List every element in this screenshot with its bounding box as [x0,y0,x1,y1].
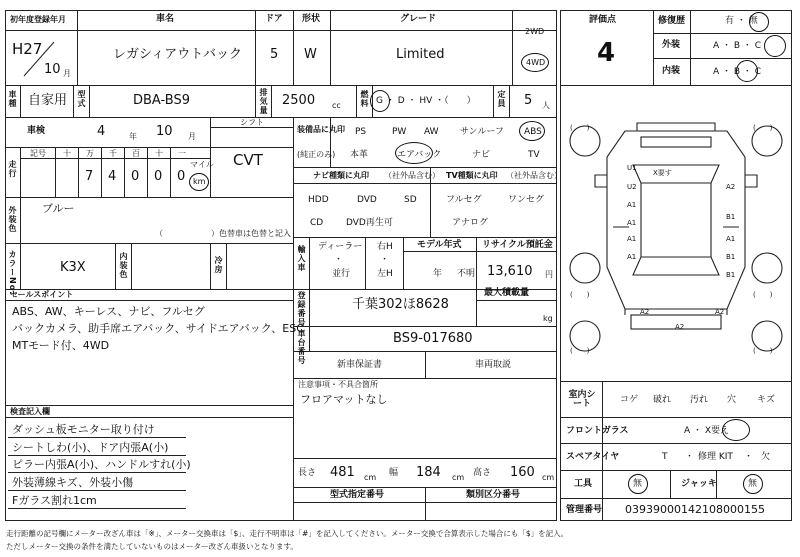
repair-options: 有 ・ 無 [725,16,758,26]
fuel-label: 燃料 [360,90,369,108]
inspection-month: 10 [156,124,173,139]
import-dot-1: ・ [334,255,344,265]
registration-label: 登録番号 [297,291,306,327]
footer-line-1: 走行距離の記号欄にメーター改ざん車は「※」、メーター交換車は「$」、走行不明車は「#」を記入してください。メーター交換で合算表示した場合にも「$」を記入。 [6,529,569,538]
navi-dvd-play: DVD再生可 [346,218,393,228]
mile-label: マイル [190,160,214,169]
seat-scratch: キズ [757,395,775,405]
exterior-c-circle [764,35,786,57]
sales-point-line-1: ABS、AW、キーレス、ナビ、フルセグ [12,305,205,318]
length-label: 長さ [298,468,317,478]
management-label: 管理番号 [566,505,603,515]
spare-dot-2: ・ [744,452,754,462]
color-label: 外装色 [8,206,17,233]
mileage-digit-2: 0 [131,169,140,184]
sales-point-label: セールスポイント [10,290,74,299]
new-car-guarantee: 新車保証書 [337,360,383,370]
mileage-unit-5: 一 [178,149,186,158]
equipment-sublabel: (純正のみ) [297,150,336,159]
model-label: 型式 [77,90,86,108]
windshield-label: フロントガラス [566,426,629,436]
bracket-3: ( ) [570,291,590,299]
height-label: 高さ [473,468,492,478]
import-rh: 右H [377,242,393,252]
displacement-value: 2500 [282,93,316,108]
mark-u1: U1 [627,164,637,172]
equip-pw: PW [392,127,407,137]
height-value: 160 [510,465,535,480]
width-value: 184 [416,465,441,480]
chassis-label: 車台番号 [297,329,306,365]
notes-label: 注意事項・不具合箇所 [298,380,378,389]
color-value: ブルー [42,202,75,215]
seat-tear: 破れ [653,395,672,405]
capacity-label: 定員 [497,90,506,108]
inspection-year: 4 [97,124,106,139]
bracket-4: ( ) [753,291,773,299]
mileage-digit-0: 7 [85,169,94,184]
model-year-unknown: 不明 [457,269,476,279]
import-lh: 左H [377,269,393,279]
mileage-unit-3: 百 [132,149,140,158]
kg-unit: kg [543,314,553,323]
registration-value: 千葉302ほ8628 [352,297,449,312]
grade-value: Limited [396,47,445,62]
mark-b1-b: B1 [726,253,736,261]
fuel-options: G ・ D ・ HV ・（ ） [376,96,476,106]
tools-value: 無 [633,479,643,489]
equip-ps: PS [355,127,367,137]
bracket-5: ( ) [570,347,590,355]
mark-a1-c: A1 [627,235,637,243]
spare-t: T [662,452,668,462]
inspection-note-1: ダッシュ板モニター取り付け [12,423,155,436]
seat-burn: コゲ [620,395,639,405]
mark-a2-d: A2 [675,323,685,331]
fridge-label: 冷房 [214,256,223,274]
equip-abs: ABS [524,127,542,137]
equip-aw: AW [424,127,439,137]
exterior-options: A ・ B ・ C [713,41,762,51]
equip-airbag: エアバック [397,150,442,160]
mark-a2-a: A2 [726,183,736,191]
shift-value: CVT [233,151,263,169]
max-load-label: 最大積載量 [484,288,530,298]
cabin-seat-label: 室内シート [568,390,596,409]
navi-hdd: HDD [308,195,329,205]
km-label: km [193,177,206,186]
equip-leather: 本革 [350,150,369,160]
import-dot-2: ・ [380,255,390,265]
vehicle-diagram [565,117,787,377]
door-label: ドア [265,14,283,24]
notes-value: フロアマットなし [300,393,388,406]
door-value: 5 [270,47,279,62]
equip-tv: TV [528,150,540,160]
model-year-label: モデル年式 [417,240,462,250]
mileage-digit-1: 4 [108,169,117,184]
drive-2wd: 2WD [525,27,545,36]
recycle-value: 13,610 [487,264,533,279]
mileage-mark-label: 記号 [30,149,46,158]
spare-dot-1: ・ [685,452,695,462]
mark-a2-c: A2 [715,308,725,316]
mark-a1-a: A1 [627,201,637,209]
cc-unit: cc [332,101,341,110]
shape-label: 形状 [302,14,321,24]
tv-oneseg: ワンセグ [508,195,545,205]
equip-sunroof: サンルーフ [460,127,504,137]
recycle-label: リサイクル預託金 [482,240,553,250]
inspection-year-unit: 年 [129,132,137,141]
category-number-label: 類別区分番号 [466,490,521,500]
management-value: 03939000142108000155 [625,503,765,516]
mileage-unit-1: 万 [86,149,94,158]
spare-kit: 修理 KIT [698,452,733,462]
color-no-label: カラーNo. [8,250,17,296]
mileage-unit-4: 十 [155,149,163,158]
interior-color-label: 内装色 [119,252,128,279]
mark-a1-e: A1 [726,235,736,243]
inspection-note-5: Fガラス割れ1cm [12,494,97,507]
windshield-options: A ・ X要え [684,426,730,436]
capacity-value: 5 [524,93,533,108]
jack-value: 無 [748,479,758,489]
inspection-note-3: ピラー内張A(小)、ハンドルすれ(小) [12,458,191,471]
kind-label: 車種 [8,90,17,108]
sales-point-line-3: MTモード付、4WD [12,339,110,352]
spare-none: 欠 [761,452,771,462]
car-name-label: 車名 [156,14,175,24]
score-label: 評価点 [589,15,617,25]
mileage-unit-2: 千 [109,149,117,158]
bracket-6: ( ) [753,347,773,355]
color-note: （ ）色替車は色替と記入 [155,229,291,238]
drive-4wd: 4WD [526,58,546,67]
mark-a1-d: A1 [627,253,637,261]
tv-sub: （社外品含む） [506,171,562,180]
type-designation-label: 型式指定番号 [330,490,385,500]
inspection-notes-label: 検査記入欄 [10,407,50,416]
navi-dvd: DVD [357,195,377,205]
length-value: 481 [330,465,355,480]
shift-label: シフト [240,118,264,127]
kind-value: 自家用 [28,93,68,108]
tv-label: TV種類に丸印 [446,171,498,180]
navi-cd: CD [310,218,324,228]
jack-label: ジャッキ [681,479,717,489]
vehicle-manual: 車両取説 [475,360,512,370]
navi-sub: （社外品含む） [384,171,440,180]
first-reg-month-unit: 月 [63,69,71,78]
width-unit: cm [452,473,465,482]
import-dealer: ディーラー [318,242,363,252]
navi-sd: SD [404,195,417,205]
import-parallel: 並行 [332,269,351,279]
model-year-unit: 年 [433,269,443,279]
inspection-label: 車検 [27,126,46,136]
length-unit: cm [364,473,377,482]
exterior-label: 外装 [662,40,681,50]
seat-hole: 穴 [727,395,737,405]
first-reg-label: 初年度登録年月 [10,15,66,24]
tv-analog: アナログ [452,218,489,228]
first-reg-era: H27 [12,40,43,58]
mileage-label: 走行 [8,160,17,178]
bracket-2: ( ) [753,124,773,132]
score-value: 4 [597,38,616,68]
inspection-note-4: 外装薄線キズ、外装小傷 [12,476,134,489]
spare-label: スペアタイヤ [566,452,620,462]
chassis-value: BS9-017680 [393,331,473,346]
diagram-note: X要す [653,169,672,177]
width-label: 幅 [389,468,399,478]
inspection-note-2: シートしわ(小)、ドア内張A(小) [12,441,169,454]
person-unit: 人 [542,101,550,110]
mileage-unit-0: 十 [63,149,71,158]
first-reg-month: 10 [44,62,61,77]
mark-a2-b: A2 [640,308,650,316]
repair-label: 修復歴 [658,16,686,26]
car-name-value: レガシィアウトバック [113,47,242,62]
mileage-digit-3: 0 [154,169,163,184]
mark-b1-c: B1 [726,271,736,279]
inspection-month-unit: 月 [188,132,196,141]
shape-value: W [304,47,317,62]
yen-unit: 円 [545,270,553,279]
tools-label: 工具 [574,479,593,489]
equip-navi: ナビ [472,150,491,160]
mark-a1-b: A1 [627,219,637,227]
sales-point-line-2: バックカメラ、助手席エアバック、サイドエアバック、ESC [12,322,304,335]
mark-u2: U2 [627,183,637,191]
import-label: 輸入車 [297,245,306,272]
mileage-digit-4: 0 [177,169,186,184]
seat-dirt: 汚れ [690,395,709,405]
model-value: DBA-BS9 [133,93,190,108]
mark-b1-a: B1 [726,213,736,221]
bracket-1: ( ) [570,124,590,132]
navi-label: ナビ種類に丸印 [313,171,369,180]
footer-line-2: ただしメーター交換の条件を満たしていないものはメーター改ざん車扱いとなります。 [6,542,298,551]
grade-label: グレード [400,14,437,24]
color-no-value: K3X [60,260,86,275]
height-unit: cm [542,473,555,482]
equipment-label: 装備品に丸印 [297,125,345,134]
tv-fullseg: フルセグ [446,195,482,205]
displacement-label: 排気量 [259,88,268,115]
interior-options: A ・ B ・ C [713,67,762,77]
interior-label: 内装 [662,66,681,76]
